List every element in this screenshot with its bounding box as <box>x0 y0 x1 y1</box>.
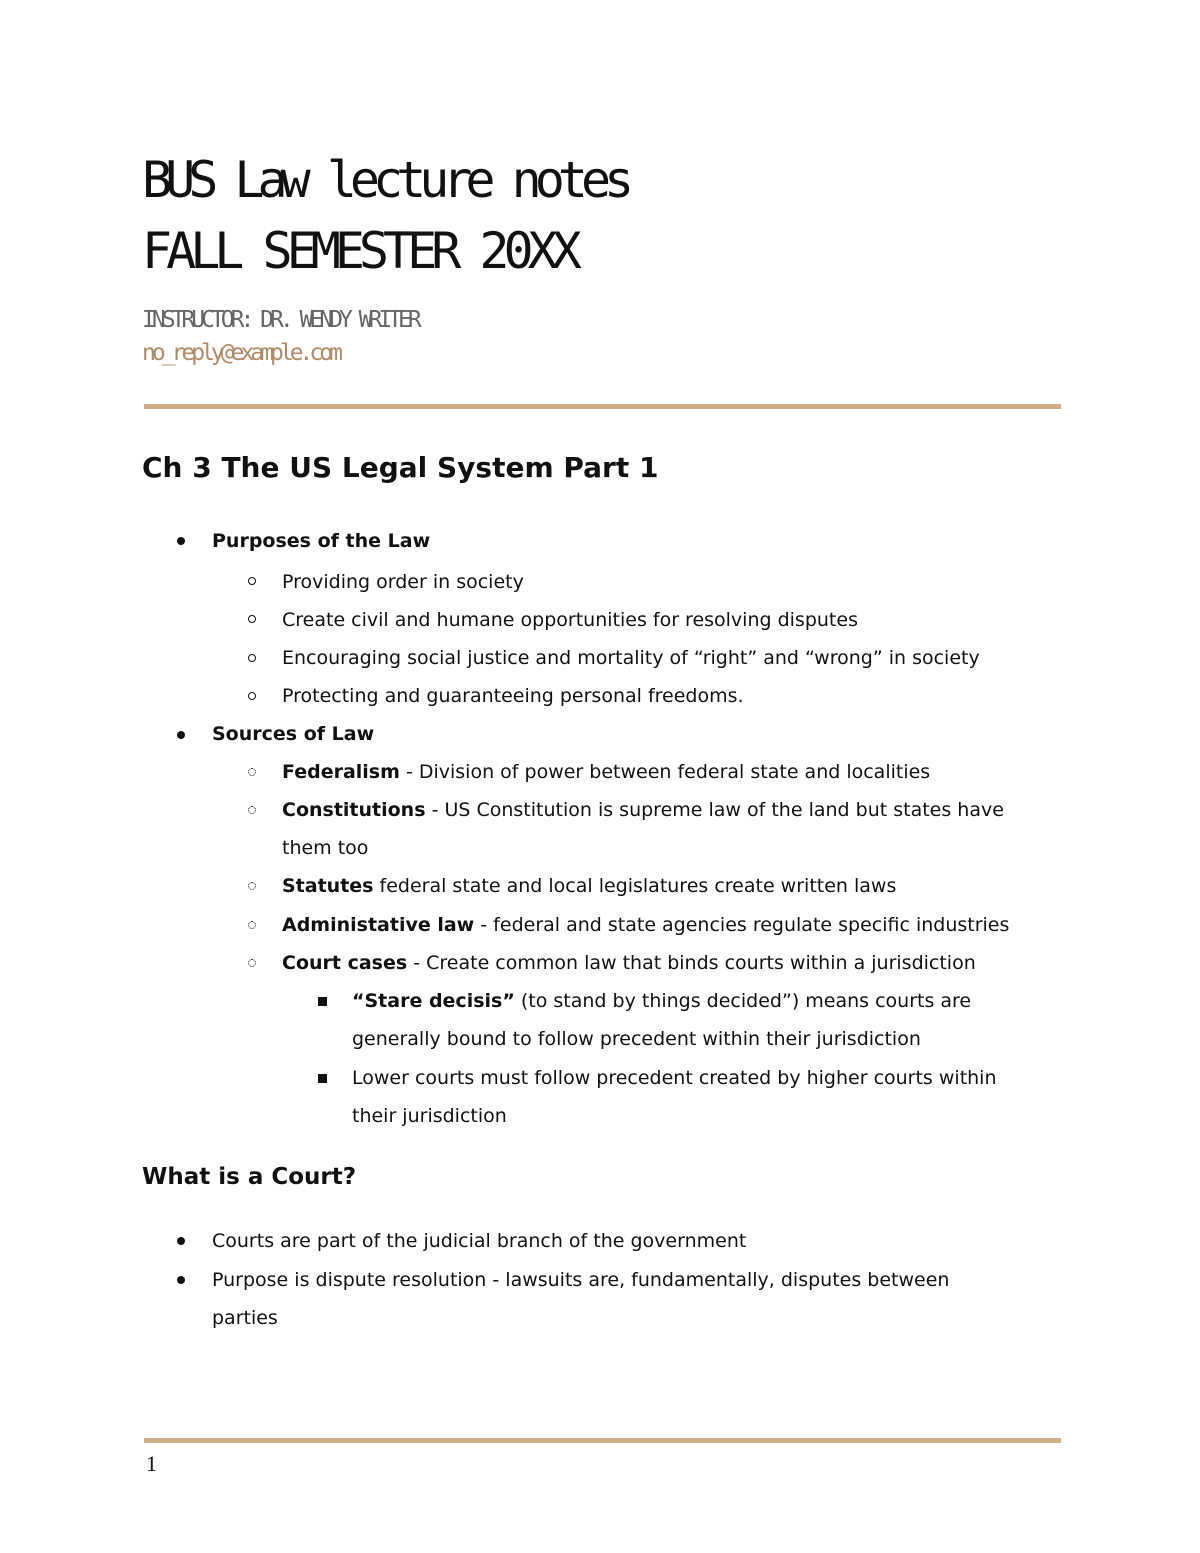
section-heading-legal-system: Ch 3 The US Legal System Part 1 <box>142 451 659 484</box>
list-item: Protecting and guaranteeing personal freedoms. <box>282 685 744 707</box>
sub-list-item: Lower courts must follow precedent created by higher courts within <box>352 1067 997 1089</box>
bullet-circle-icon <box>248 692 256 700</box>
bullet-circle-icon <box>248 615 256 623</box>
term-description: (to stand by things decided”) means courts are <box>514 990 972 1012</box>
list-item-purposes <box>212 529 430 553</box>
page-number: 1 <box>146 1451 157 1476</box>
bullet-dotted-circle-icon <box>248 921 256 929</box>
sub-list-item-continuation: generally bound to follow precedent within their jurisdiction <box>352 1028 921 1050</box>
term: Statutes <box>282 875 374 897</box>
list-item <box>282 874 896 898</box>
term: Constitutions <box>282 799 426 821</box>
bullet-square-icon <box>318 1074 327 1083</box>
term-description: - Create common law that binds courts within a jurisdiction <box>407 952 976 974</box>
document-subtitle: FALL SEMESTER 20XX <box>142 222 576 280</box>
instructor-name: INSTRUCTOR: DR. WENDY WRITER <box>142 307 418 333</box>
term-description: - federal and state agencies regulate specific industries <box>474 914 1010 936</box>
term: Court cases <box>282 952 408 974</box>
term-description: - Division of power between federal state and localities <box>399 761 931 783</box>
list-item: Courts are part of the judicial branch of the government <box>212 1230 747 1252</box>
sub-list-item-continuation: their jurisdiction <box>352 1105 507 1127</box>
list-item <box>282 913 1009 937</box>
list-item-label: Sources of Law <box>212 723 375 745</box>
header-divider <box>144 404 1061 409</box>
bullet-dotted-circle-icon <box>248 806 256 814</box>
list-item <box>282 760 930 784</box>
bullet-disc-icon <box>177 731 185 739</box>
document-title: BUS Law lecture notes <box>142 151 628 209</box>
bullet-dotted-circle-icon <box>248 959 256 967</box>
list-item-label: Purposes of the Law <box>212 530 431 552</box>
bullet-square-icon <box>318 997 327 1006</box>
list-item-continuation: parties <box>212 1307 278 1329</box>
list-item: Purpose is dispute resolution - lawsuits are, fundamentally, disputes between <box>212 1269 950 1291</box>
bullet-circle-icon <box>248 654 256 662</box>
bullet-dotted-circle-icon <box>248 882 256 890</box>
bullet-disc-icon <box>177 537 185 545</box>
list-item: Create civil and humane opportunities for resolving disputes <box>282 609 858 631</box>
term-description: federal state and local legislatures create written laws <box>373 875 897 897</box>
list-item: Providing order in society <box>282 571 524 593</box>
term: Federalism <box>282 761 400 783</box>
term: Administative law <box>282 914 475 936</box>
bullet-disc-icon <box>177 1237 185 1245</box>
list-item: Encouraging social justice and mortality of “right” and “wrong” in society <box>282 647 980 669</box>
term-description: - US Constitution is supreme law of the land but states have <box>425 799 1004 821</box>
list-item-continuation: them too <box>282 837 369 859</box>
footer-divider <box>144 1438 1061 1443</box>
instructor-email: no_reply@example.com <box>142 340 339 366</box>
bullet-dotted-circle-icon <box>248 768 256 776</box>
sub-list-item <box>352 989 971 1013</box>
term: “Stare decisis” <box>352 990 515 1012</box>
list-item-sources <box>212 722 374 746</box>
list-item <box>282 798 1004 822</box>
list-item <box>282 951 976 975</box>
bullet-disc-icon <box>177 1276 185 1284</box>
bullet-circle-icon <box>248 577 256 585</box>
section-heading-court: What is a Court? <box>142 1164 357 1190</box>
